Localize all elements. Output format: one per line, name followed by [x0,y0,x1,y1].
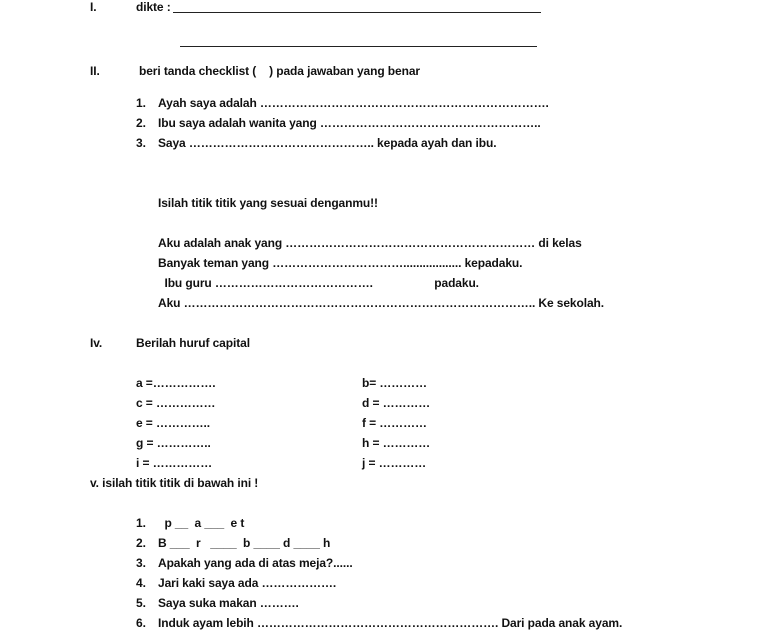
capital-letter-right: f = ………… [362,416,427,430]
capital-letter-left: a =……………. [136,376,216,390]
capital-letter-left: c = …………… [136,396,216,410]
section-5-item-text: B ___ r ____ b ____ d ____ h [158,536,331,550]
capital-letter-right: b= ………… [362,376,427,390]
section-2-instruction: beri tanda checklist ( ) pada jawaban yang benar [139,64,420,78]
dictation-answer-line-2 [180,46,537,47]
section-2-item-text: Ayah saya adalah ………………………………………………………………. [158,96,549,110]
section-2-item-text: Saya ……………………………………….. kepada ayah dan ibu. [158,136,497,150]
section-5-item-text: Saya suka makan ………. [158,596,299,610]
section-4-instruction: Berilah huruf capital [136,336,250,350]
section-5-item-number: 6. [136,616,146,630]
section-3-instruction: Isilah titik titik yang sesuai denganmu!! [158,196,378,210]
section-3-line: Banyak teman yang …………………………….................. kepadaku. [158,256,523,270]
section-5-heading: v. isilah titik titik di bawah ini ! [90,476,259,490]
capital-letter-left: g = ………….. [136,436,211,450]
section-1-label: dikte : [136,0,171,14]
section-5-item-text: Jari kaki saya ada ………………. [158,576,337,590]
capital-letter-right: j = ………… [362,456,427,470]
capital-letter-left: i = …………… [136,456,213,470]
section-3-line: Ibu guru …………………………………. padaku. [158,276,479,290]
section-5-item-number: 5. [136,596,146,610]
section-2-numeral: II. [90,64,100,78]
capital-letter-right: d = ………… [362,396,431,410]
section-3-line: Aku adalah anak yang ……………………………………………………… di kelas [158,236,582,250]
capital-letter-left: e = ………….. [136,416,211,430]
section-2-item-text: Ibu saya adalah wanita yang ……………………………………………….. [158,116,541,130]
section-1-numeral: I. [90,0,97,14]
section-5-item-number: 1. [136,516,146,530]
section-5-item-text: Induk ayam lebih ……………………………………………………. Dari pada anak ayam. [158,616,623,630]
section-5-item-number: 4. [136,576,146,590]
section-4-numeral: Iv. [90,336,103,350]
section-2-item-number: 2. [136,116,146,130]
section-5-item-number: 2. [136,536,146,550]
section-5-item-text: Apakah yang ada di atas meja?...... [158,556,353,570]
section-2-item-number: 1. [136,96,146,110]
section-3-line: Aku …………………………………………………………………………….. Ke sekolah. [158,296,605,310]
capital-letter-right: h = ………… [362,436,431,450]
dictation-answer-line-1 [173,12,541,13]
section-5-item-text: p __ a ___ e t [158,516,245,530]
section-2-item-number: 3. [136,136,146,150]
section-5-item-number: 3. [136,556,146,570]
